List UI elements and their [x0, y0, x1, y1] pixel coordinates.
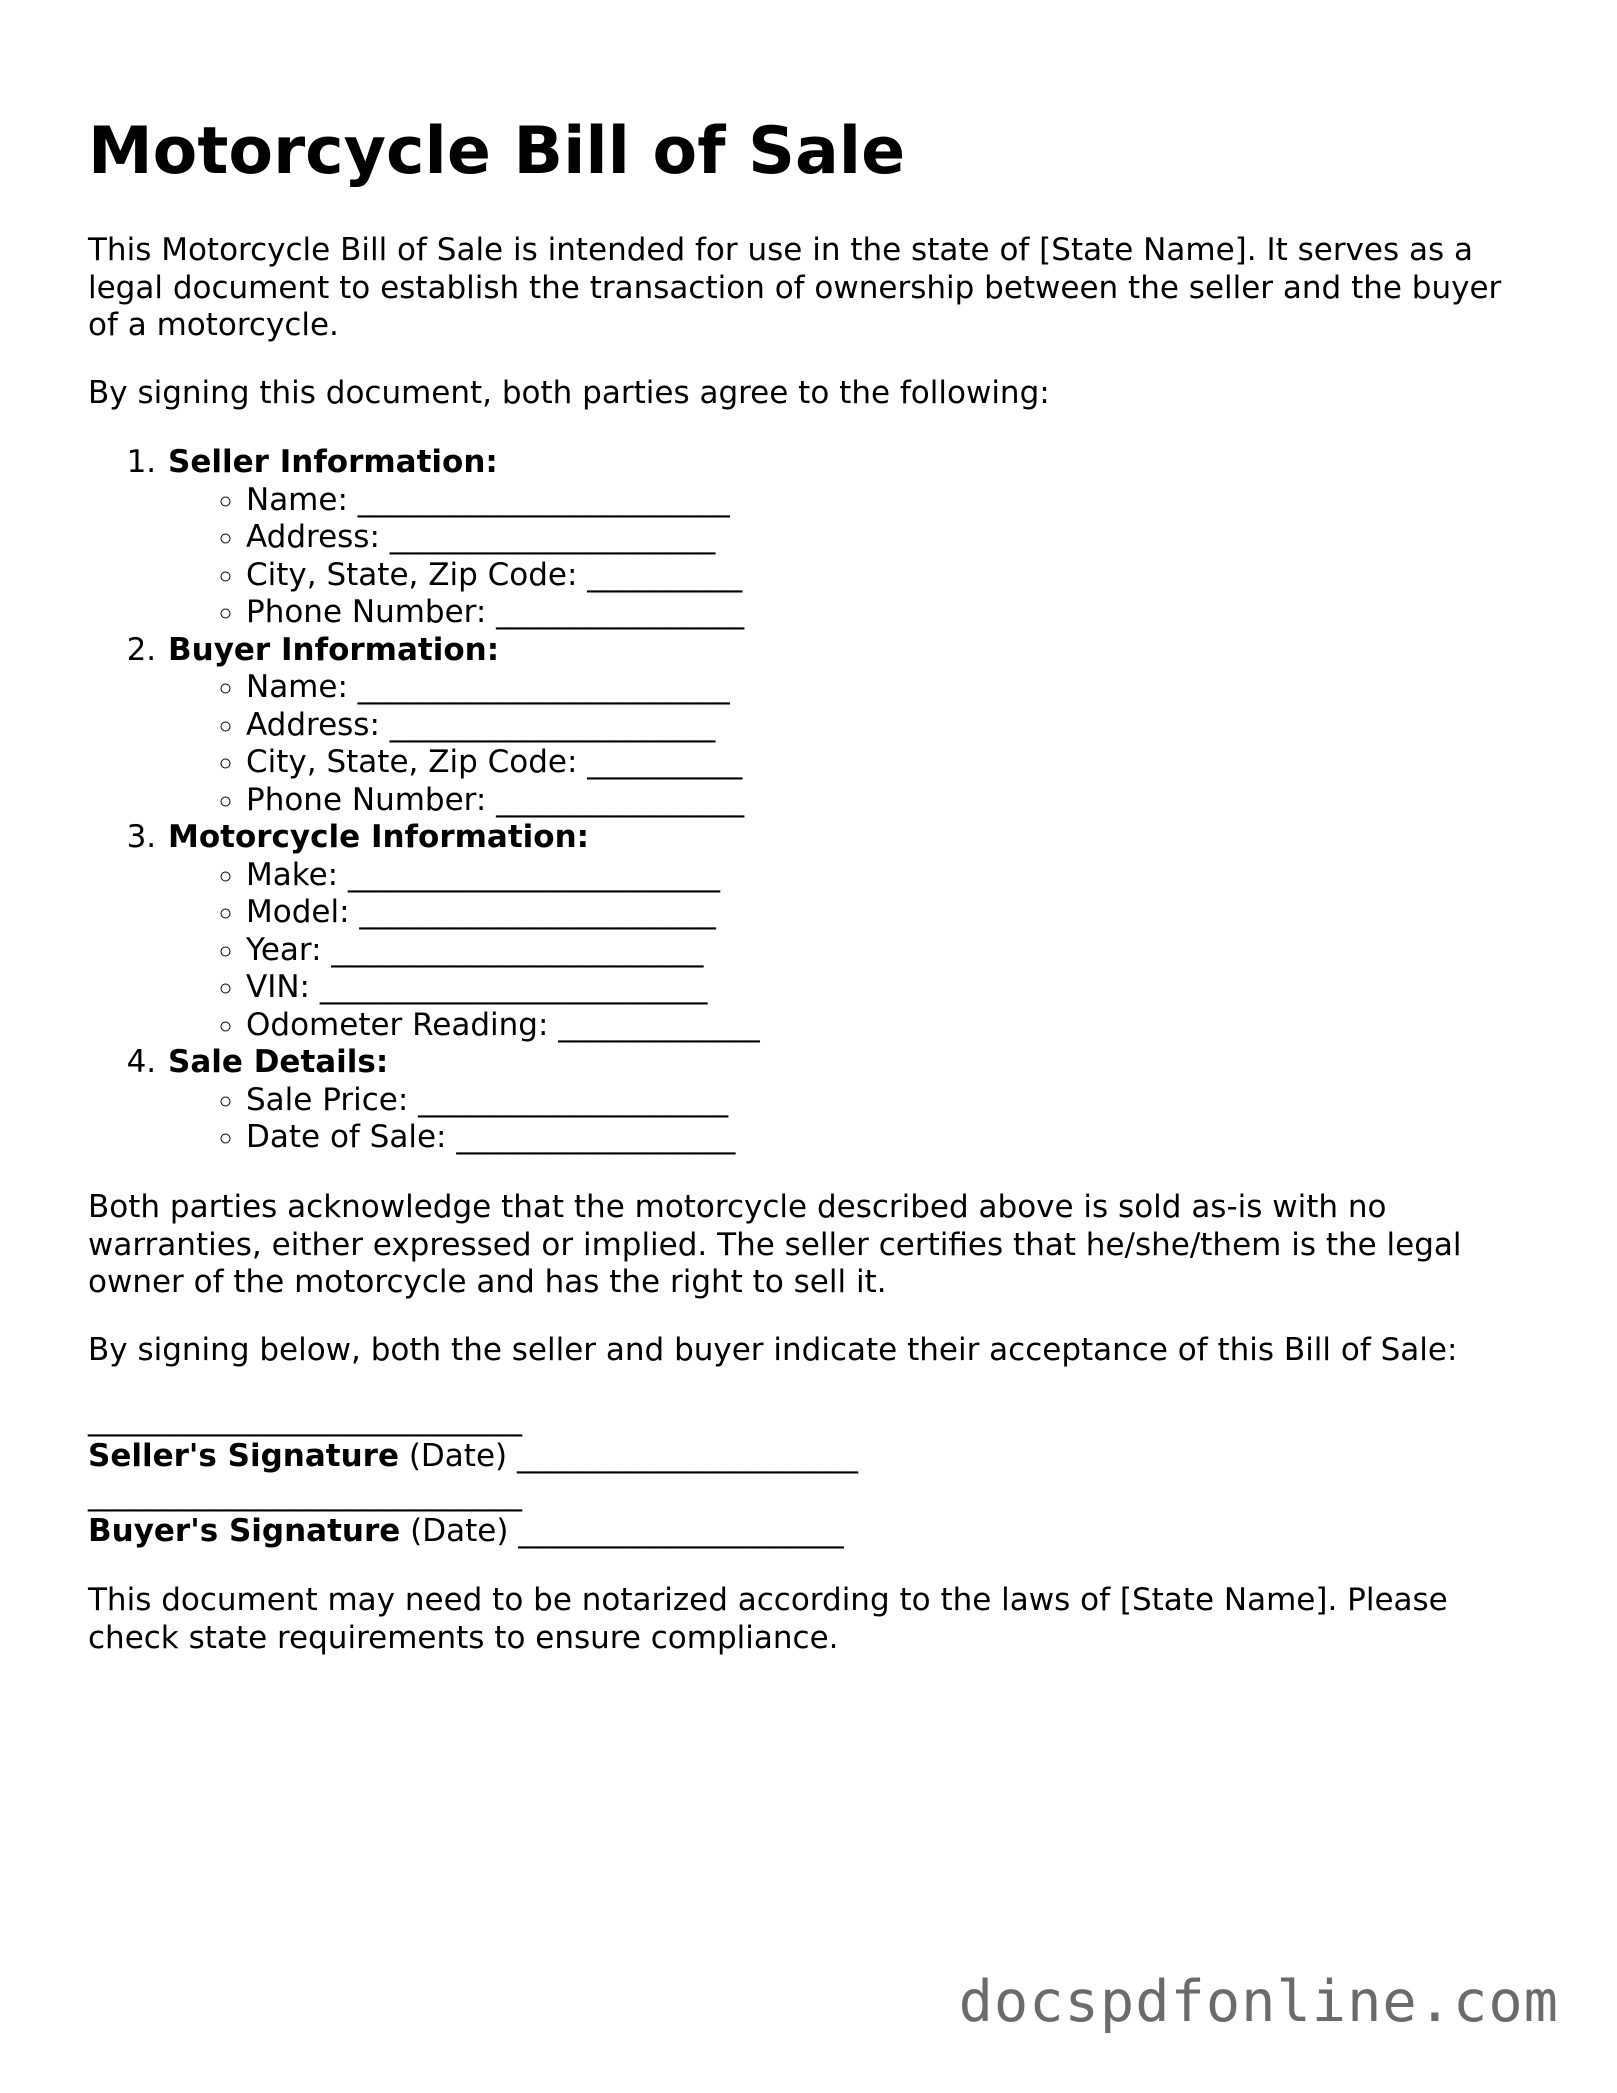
field-seller-phone: ◦ Phone Number: ________________	[246, 594, 760, 632]
buyer-signature-line: ____________________________	[88, 1476, 522, 1512]
watermark: docspdfonline.com	[958, 1969, 1559, 2035]
section-title: Buyer Information:	[168, 631, 500, 668]
seller-date-field: (Date) ______________________	[398, 1438, 858, 1474]
section-title: Sale Details:	[168, 1044, 389, 1080]
section-buyer-information	[166, 632, 760, 820]
seller-signature-row	[88, 1438, 858, 1476]
seller-signature-label: Seller's Signature	[88, 1438, 399, 1474]
field-seller-city-state-zip: ◦ City, State, Zip Code: __________	[246, 557, 760, 595]
field-buyer-city-state-zip: ◦ City, State, Zip Code: __________	[246, 744, 760, 782]
section-title: Seller Information:	[168, 444, 498, 480]
section-motorcycle-information	[166, 819, 760, 1044]
intro-paragraph: This Motorcycle Bill of Sale is intended for use in the state of [State Name]. It serves as a legal document to establish the transaction of ownership between the seller and the buyer of a motorcycle.	[88, 232, 1502, 343]
sections-list	[88, 444, 760, 1157]
field-buyer-phone: ◦ Phone Number: ________________	[246, 782, 760, 820]
acknowledgement-paragraph: Both parties acknowledge that the motorcycle described above is sold as-is with no warranties, either expressed or implied. The seller certifies that he/she/them is the legal owner of the motorcycle and has the right to sell it.	[88, 1189, 1462, 1300]
field-list	[168, 669, 760, 819]
notary-note: This document may need to be notarized according to the laws of [State Name]. Please check state requirements to ensure compliance.	[88, 1582, 1448, 1656]
agreement-statement: By signing this document, both parties agree to the following:	[88, 375, 1050, 411]
field-buyer-name: ◦ Name: ________________________	[246, 669, 760, 707]
buyer-signature-label: Buyer's Signature	[88, 1513, 401, 1549]
field-model: ◦ Model: _______________________	[246, 894, 760, 932]
field-list	[168, 482, 760, 632]
buyer-date-field: (Date) _____________________	[400, 1513, 844, 1549]
field-seller-name: ◦ Name: ________________________	[246, 482, 760, 520]
field-make: ◦ Make: ________________________	[246, 857, 760, 895]
field-buyer-address: ◦ Address: _____________________	[246, 707, 760, 745]
field-list	[168, 857, 760, 1045]
seller-signature-line: ____________________________	[88, 1401, 522, 1437]
field-odometer: ◦ Odometer Reading: _____________	[246, 1007, 760, 1045]
field-sale-price: ◦ Sale Price: ____________________	[246, 1082, 760, 1120]
field-year: ◦ Year: ________________________	[246, 932, 760, 970]
field-vin: ◦ VIN: _________________________	[246, 969, 760, 1007]
buyer-signature-row	[88, 1513, 844, 1551]
field-list	[168, 1082, 760, 1157]
field-date-of-sale: ◦ Date of Sale: __________________	[246, 1119, 760, 1157]
section-sale-details	[166, 1044, 760, 1157]
document-title: Motorcycle Bill of Sale	[88, 114, 906, 189]
section-seller-information	[166, 444, 760, 632]
field-seller-address: ◦ Address: _____________________	[246, 519, 760, 557]
section-title: Motorcycle Information:	[168, 819, 590, 855]
signing-intro: By signing below, both the seller and buyer indicate their acceptance of this Bill of Sale:	[88, 1332, 1458, 1368]
